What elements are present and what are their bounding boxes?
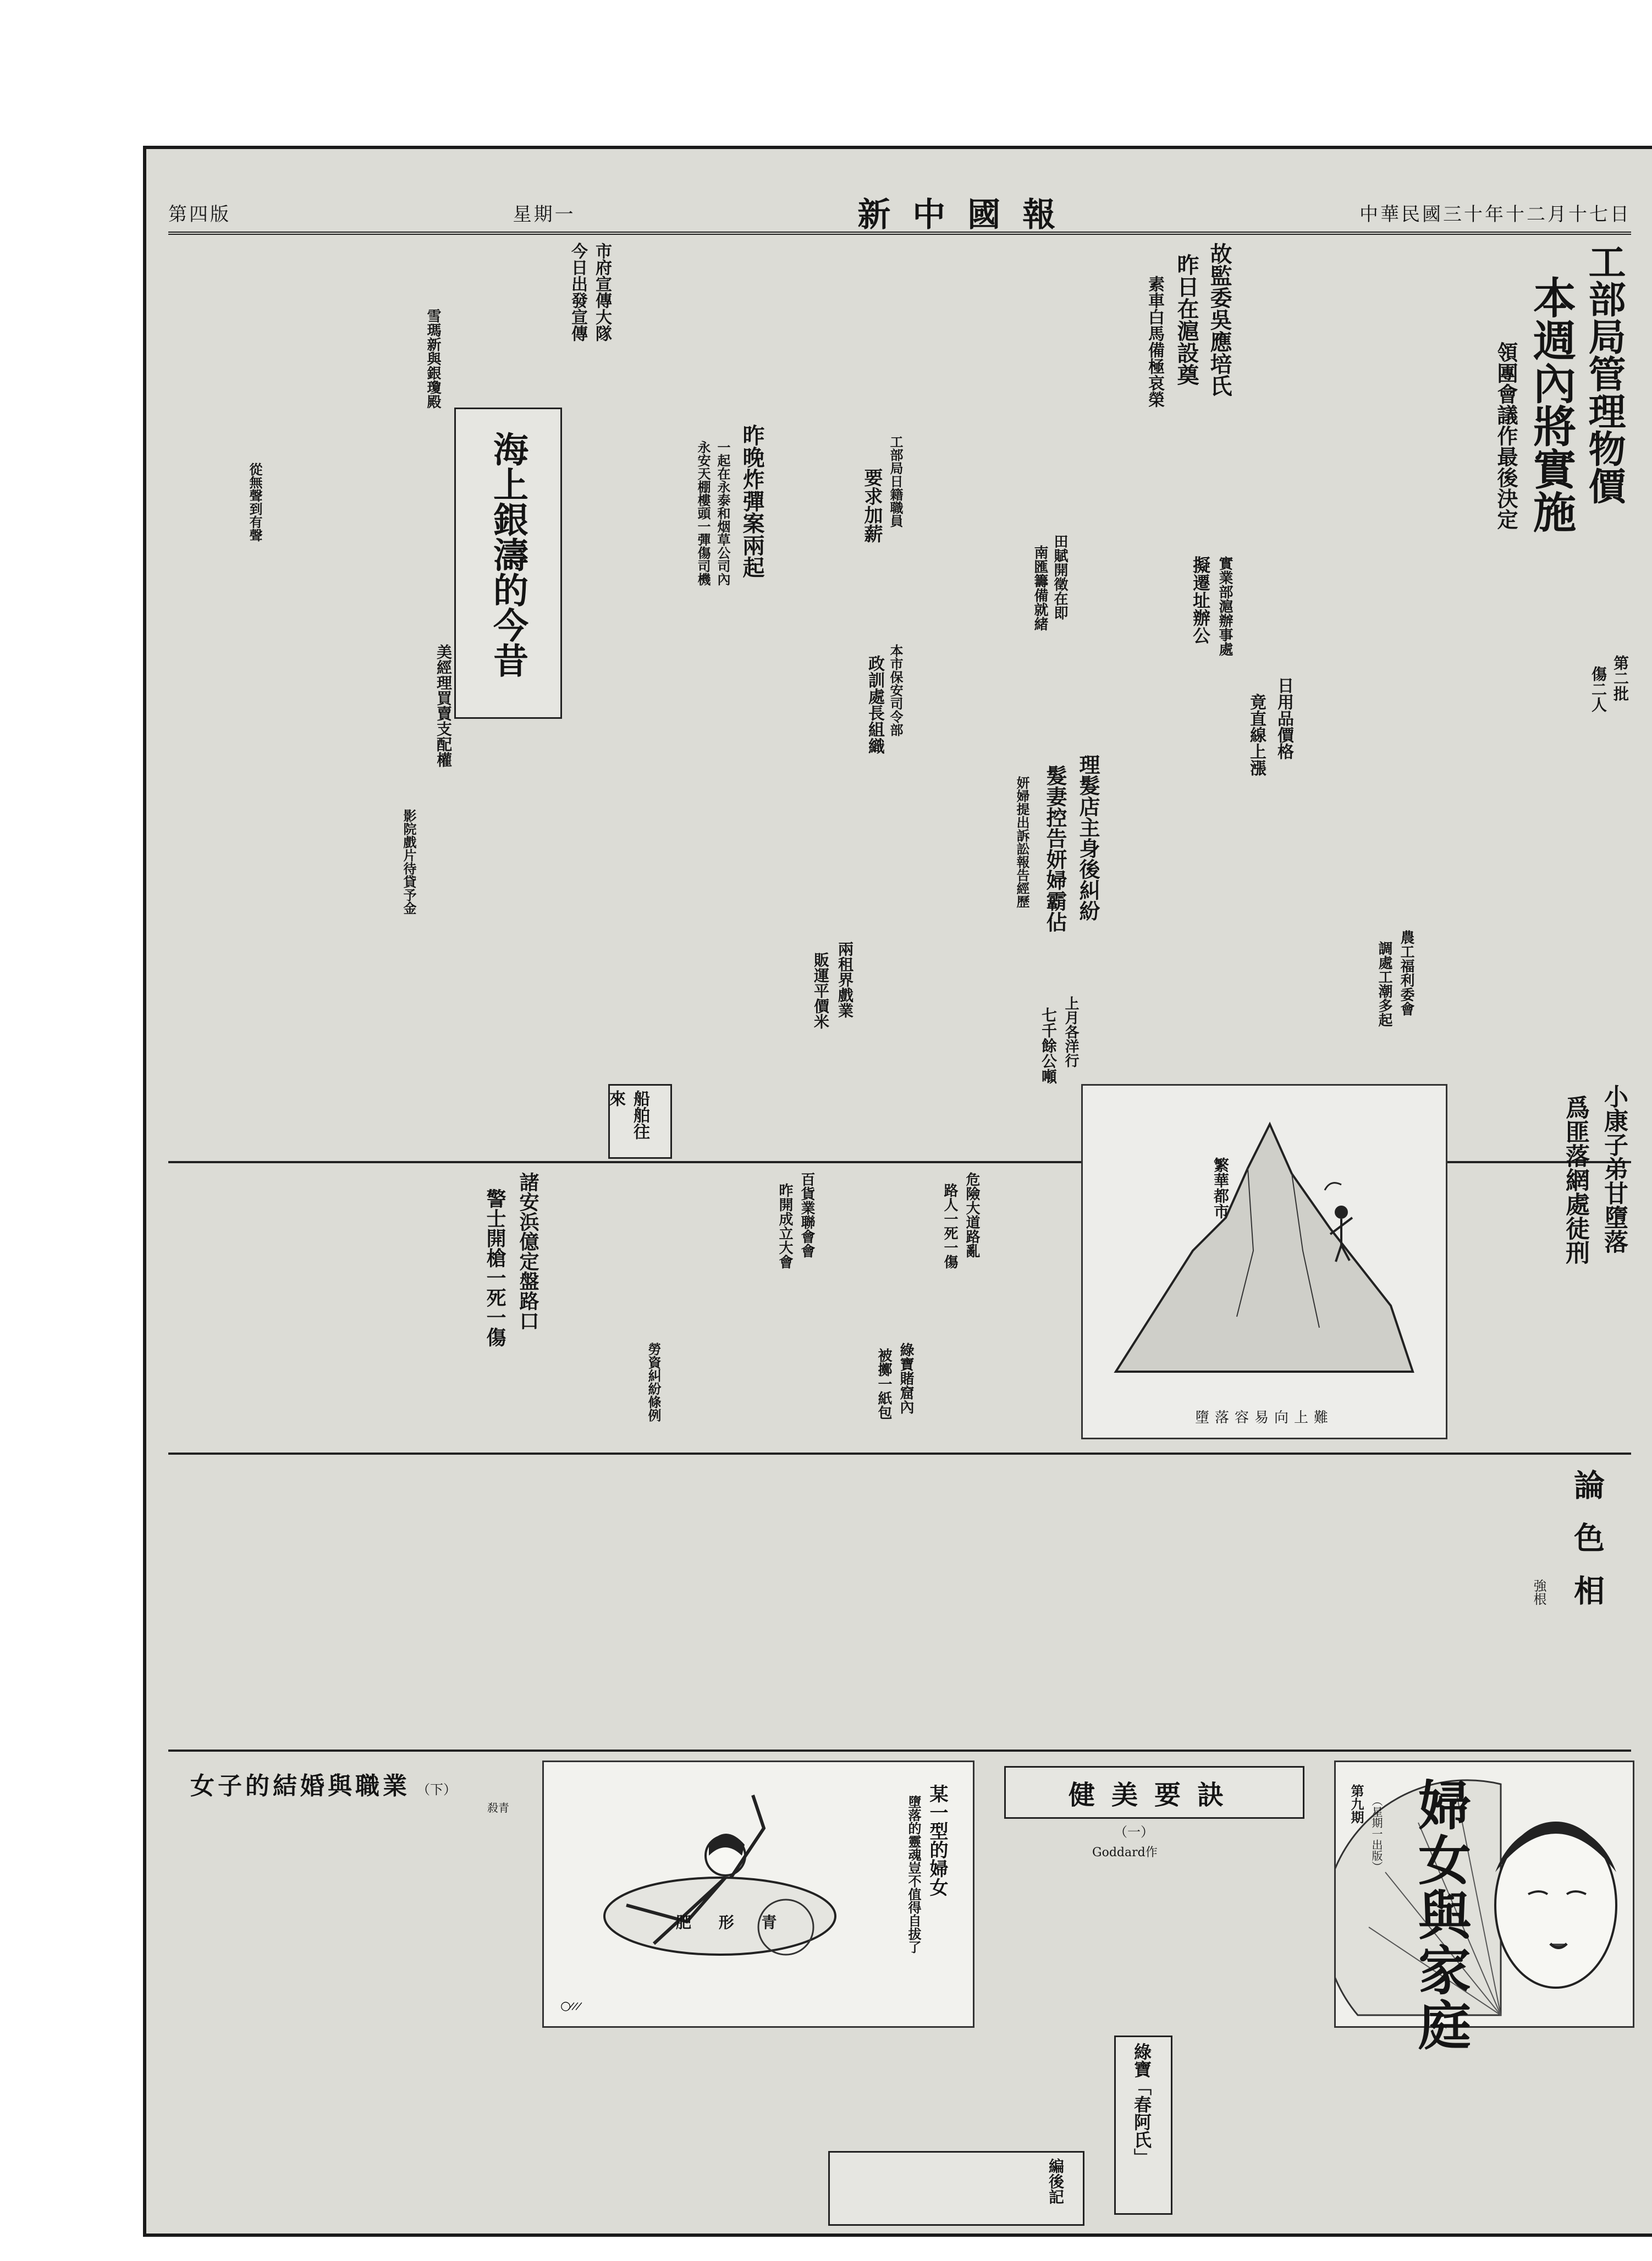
article-labor-rules bbox=[619, 1343, 674, 1442]
subheadline: 工部局日籍職員 bbox=[888, 435, 904, 527]
headline: 論色相 bbox=[1569, 1469, 1605, 1627]
headline: 昨晚炸彈案兩起 bbox=[739, 424, 765, 578]
headline: 百貨業聯會會 bbox=[799, 1172, 815, 1258]
article-pay-raise bbox=[779, 435, 905, 633]
article-department-store bbox=[729, 1172, 817, 1337]
article-body bbox=[542, 2151, 817, 2223]
paper-title: 新中國報 bbox=[857, 196, 1078, 234]
article-road-accident bbox=[905, 1172, 982, 1337]
page-number: 第四版 bbox=[168, 203, 231, 225]
article-body bbox=[625, 243, 768, 419]
headline: 美經理買賣支配權 bbox=[434, 644, 453, 767]
article-price-control bbox=[1461, 243, 1631, 639]
headline: 綠寶賭窟內 bbox=[897, 1343, 914, 1414]
headline: 影院戲片待貸予金 bbox=[401, 809, 417, 915]
headline: 從無聲到有聲 bbox=[247, 463, 263, 542]
article-police-shooting bbox=[432, 1172, 542, 1436]
headline: 政訓處長組織 bbox=[865, 655, 884, 754]
subheadline: 妍婦提出訴訟報告經歷 bbox=[1014, 776, 1030, 908]
article-body bbox=[1180, 2036, 1631, 2223]
subheadline: 昨開成立大會 bbox=[777, 1183, 793, 1269]
shipping-table bbox=[674, 1106, 878, 1156]
women-column-title: 婦女與家庭 bbox=[1418, 1779, 1471, 2054]
headline: 雪瑪新與銀瓊殿 bbox=[425, 309, 441, 409]
article-women-marriage-career bbox=[168, 1761, 531, 2201]
headline: 實業部滬辦事處 bbox=[1216, 556, 1233, 656]
headline: 女子的結婚與職業 bbox=[190, 1772, 410, 1800]
article-land-tax bbox=[916, 534, 1070, 732]
subheadline: 素車白馬備極哀榮 bbox=[1145, 276, 1164, 408]
pillow-text: 肥 形 青 bbox=[676, 1913, 788, 1932]
shipping-box bbox=[608, 1084, 672, 1159]
headline: 髮妻控告妍婦霸佔 bbox=[1043, 765, 1067, 932]
article-body bbox=[553, 1172, 718, 1337]
headline: 海上銀濤的今昔 bbox=[487, 431, 528, 678]
article-body bbox=[619, 754, 850, 936]
newspaper-page bbox=[143, 146, 1652, 2237]
cartoon-illustration bbox=[1081, 1084, 1447, 1439]
article-body bbox=[1114, 677, 1208, 963]
headline: 小康子弟甘墮落 bbox=[1600, 1084, 1628, 1253]
subheadline: 調處工潮多起 bbox=[1376, 941, 1392, 1027]
section-divider bbox=[168, 1453, 1631, 1455]
article-body bbox=[680, 1343, 823, 1442]
issue-weekday: 星期一 bbox=[513, 203, 576, 225]
article-body bbox=[779, 243, 905, 430]
headline: 竟直線上漲 bbox=[1247, 694, 1266, 776]
headline: 昨日在滬設奠 bbox=[1174, 254, 1199, 386]
article-body bbox=[168, 952, 608, 1150]
article-body bbox=[916, 243, 1081, 529]
headline: 諸安浜億定盤路口 bbox=[516, 1172, 539, 1330]
article-bombing bbox=[625, 424, 768, 688]
cartoon-mountain-label: 繁華都市 bbox=[1212, 1157, 1230, 1219]
essay-lunse bbox=[1499, 1469, 1631, 1744]
headline: 南匯籌備就緒 bbox=[1032, 545, 1048, 631]
section-divider bbox=[168, 1750, 1631, 1752]
article-body bbox=[553, 1343, 614, 1442]
article-gambling-den bbox=[828, 1343, 916, 1442]
headline: 本週內將實施 bbox=[1526, 276, 1576, 533]
headline: 農工福利委會 bbox=[1398, 930, 1414, 1016]
subheadline: 傷二人 bbox=[1589, 666, 1607, 712]
headline: 理髮店主身後糾紛 bbox=[1076, 754, 1100, 921]
headline: 工部局管理物價 bbox=[1582, 243, 1626, 504]
subheadline: 路人一死一傷 bbox=[941, 1183, 958, 1269]
article-body bbox=[625, 941, 762, 1106]
issue-date: 中華民國三十年十二月十七日 bbox=[1359, 203, 1631, 225]
headline: 綠寶「春阿氏」 bbox=[1131, 2043, 1152, 2166]
illustration-title: 某一型的婦女 bbox=[926, 1784, 948, 1896]
issue-label: 第九期 bbox=[1348, 1784, 1364, 1824]
article-barber-dispute bbox=[861, 754, 1103, 985]
masthead bbox=[168, 193, 1631, 235]
article-second-batch bbox=[1455, 655, 1631, 853]
subheadline: 七千餘公噸 bbox=[1039, 1007, 1058, 1084]
article-body bbox=[883, 996, 966, 1156]
editor-note-title: 編後記 bbox=[1047, 2158, 1065, 2204]
cartoon-mountain-drawing bbox=[1083, 1086, 1442, 1394]
headline: 上月各洋行 bbox=[1062, 996, 1079, 1068]
article-body bbox=[168, 1172, 421, 1436]
article-prices-rise bbox=[1213, 677, 1296, 952]
headline: 擬遷址辦公 bbox=[1190, 556, 1211, 644]
headline: 危險大道路亂 bbox=[963, 1172, 980, 1258]
article-health-beauty bbox=[982, 1761, 1323, 2025]
article-body bbox=[823, 1172, 900, 1337]
subheadline: 今日出發宣傳 bbox=[568, 243, 587, 342]
subheadline: 本市保安司令部 bbox=[888, 644, 904, 736]
headline: 勞資糾紛條例 bbox=[646, 1343, 662, 1422]
article-tonnage bbox=[971, 996, 1081, 1156]
cartoon-caption: 墮落容易向上難 bbox=[1194, 1410, 1334, 1426]
byline: 強根 bbox=[1531, 1579, 1546, 1605]
lvbao-box bbox=[1114, 2036, 1172, 2215]
article-labor-welfare bbox=[1307, 930, 1417, 1073]
article-film-column bbox=[168, 243, 443, 628]
headline: 故監委吳應培氏 bbox=[1207, 243, 1232, 397]
headline: 日用品價格 bbox=[1274, 677, 1293, 760]
byline: Goddard作 bbox=[1092, 1846, 1158, 1860]
women-family-header bbox=[1334, 1761, 1634, 2054]
headline: 健美要訣 bbox=[1068, 1779, 1240, 1811]
subheadline: 一起在永泰和烟草公司內 bbox=[715, 441, 731, 586]
article-body bbox=[1307, 655, 1444, 919]
article-body bbox=[542, 2036, 1092, 2146]
headline: 市府宣傳大隊 bbox=[592, 243, 612, 342]
subheadline: 領團會議作最後決定 bbox=[1494, 342, 1518, 530]
article-rice bbox=[773, 941, 856, 1084]
woman-illustration bbox=[542, 1761, 974, 2028]
editor-note-box bbox=[828, 2151, 1084, 2226]
subheadline: 永安天棚樓頭一彈傷司機 bbox=[695, 441, 711, 586]
illustration-subtitle: 墮落的靈魂豈不值得自拔了 bbox=[906, 1795, 922, 1954]
article-youth-robbery bbox=[1455, 1084, 1631, 1359]
part-number: （一） bbox=[1114, 1824, 1154, 1840]
article-funeral bbox=[1092, 243, 1235, 551]
headline: 要求加薪 bbox=[861, 468, 883, 543]
headline: 田賦開徵在即 bbox=[1051, 534, 1068, 620]
headline: 船舶往來 bbox=[606, 1090, 649, 1140]
article-film-rights bbox=[168, 633, 608, 941]
headline: 第二批 bbox=[1611, 655, 1629, 701]
headline: 兩租界戲業 bbox=[836, 941, 854, 1018]
subheadline: 被擲一紙包 bbox=[875, 1348, 892, 1420]
article-body bbox=[988, 1172, 1070, 1436]
headline: 爲匪落網處徒刑 bbox=[1561, 1095, 1589, 1264]
headline: 警士開槍一死一傷 bbox=[483, 1189, 506, 1347]
byline: 殺青 bbox=[487, 1801, 509, 1814]
svg-text:○ ̷ ̷ ̷: ○ ̷ ̷ ̷ bbox=[560, 1999, 583, 2013]
article-body bbox=[1252, 243, 1450, 639]
essay-body bbox=[168, 1469, 1488, 1744]
issue-note: （星期一出版） bbox=[1370, 1795, 1383, 1872]
part-number: （下） bbox=[417, 1782, 456, 1797]
subheadline: 販運平價米 bbox=[812, 952, 830, 1029]
